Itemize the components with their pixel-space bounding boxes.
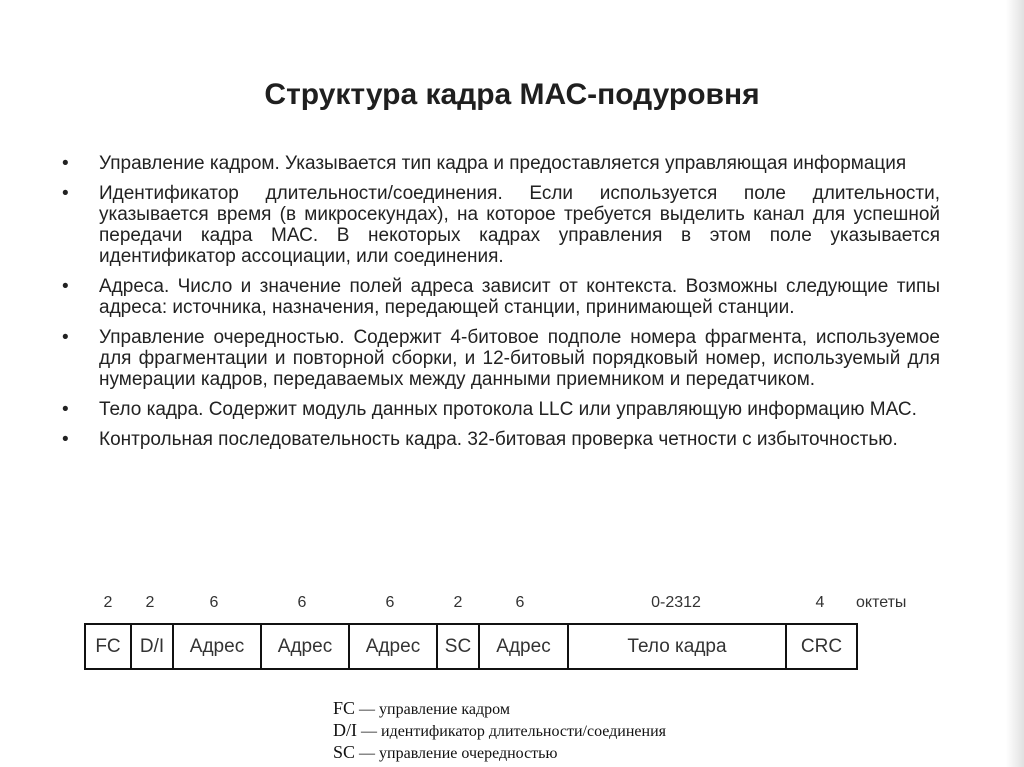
octet-count: 4: [815, 594, 825, 611]
bullet-text: Тело кадра. Содержит модуль данных протокола LLC или управляющую информацию МАС.: [99, 399, 917, 420]
octet-count: 6: [385, 594, 395, 611]
legend-key: D/I: [333, 720, 357, 740]
legend-key: FC: [333, 698, 356, 718]
legend-dash: —: [361, 723, 377, 740]
list-item: [62, 327, 940, 390]
page-title: Структура кадра МАС-подуровня: [264, 78, 760, 111]
legend-item: [333, 742, 666, 764]
bullet-text: Идентификатор длительности/соединения. Если используется поле длительности, указывается время (в микросекундах), на которое требуется выделить канал для успешной передачи кадра МАС. В некоторых кадрах управления в этом поле указывается идентификатор ассоциации, или соединения.: [99, 183, 940, 267]
frame-field-address: Адрес: [262, 625, 350, 668]
octet-count: 6: [209, 594, 219, 611]
octet-count: 2: [453, 594, 463, 611]
octet-count: 6: [297, 594, 307, 611]
frame-field-body: Тело кадра: [569, 625, 787, 668]
octet-size-row: [0, 594, 1024, 616]
frame-field-address: Адрес: [350, 625, 438, 668]
bullet-text: Управление кадром. Указывается тип кадра и предоставляется управляющая информация: [99, 153, 907, 174]
frame-field-di: D/I: [132, 625, 174, 668]
bullet-icon: •: [62, 327, 69, 348]
list-item: [62, 429, 940, 450]
octet-unit-label: октеты: [856, 594, 907, 611]
legend-text: управление очередностью: [379, 745, 558, 762]
bullet-icon: •: [62, 429, 69, 450]
octet-count: 2: [145, 594, 155, 611]
frame-field-sc: SC: [438, 625, 480, 668]
octet-count: 0-2312: [651, 594, 701, 611]
frame-legend: [333, 698, 666, 764]
frame-field-address: Адрес: [174, 625, 262, 668]
list-item: [62, 153, 940, 174]
bullet-icon: •: [62, 153, 69, 174]
bullet-text: Контрольная последовательность кадра. 32-битовая проверка четности с избыточностью.: [99, 429, 898, 450]
legend-key: SC: [333, 742, 356, 762]
legend-dash: —: [359, 701, 376, 718]
list-item: [62, 399, 940, 420]
frame-field-crc: CRC: [800, 635, 843, 657]
mac-frame-diagram: [84, 623, 858, 670]
legend-item: [333, 720, 666, 742]
list-item: [62, 276, 940, 318]
bullet-list: [62, 153, 940, 459]
legend-text: идентификатор длительности/соединения: [381, 723, 667, 740]
bullet-text: Управление очередностью. Содержит 4-битовое подполе номера фрагмента, используемое для фрагментации и повторной сборки, и 12-битовый порядковый номер, используемый для нумерации кадров, передаваемых между данными приемником и передатчиком.: [99, 327, 940, 390]
bullet-icon: •: [62, 276, 69, 297]
bullet-text: Адреса. Число и значение полей адреса зависит от контекста. Возможны следующие типы адреса: источника, назначения, передающей станции, принимающей станции.: [99, 276, 940, 318]
frame-field-fc: FC: [86, 625, 132, 668]
bullet-icon: •: [62, 183, 69, 204]
frame-field-address: Адрес: [480, 625, 569, 668]
octet-count: 6: [515, 594, 525, 611]
bullet-icon: •: [62, 399, 69, 420]
legend-dash: —: [359, 745, 376, 762]
page-edge-shadow: [1006, 0, 1024, 767]
octet-count: 2: [103, 594, 113, 611]
list-item: [62, 183, 940, 267]
legend-text: управление кадром: [379, 701, 510, 718]
legend-item: [333, 698, 666, 720]
